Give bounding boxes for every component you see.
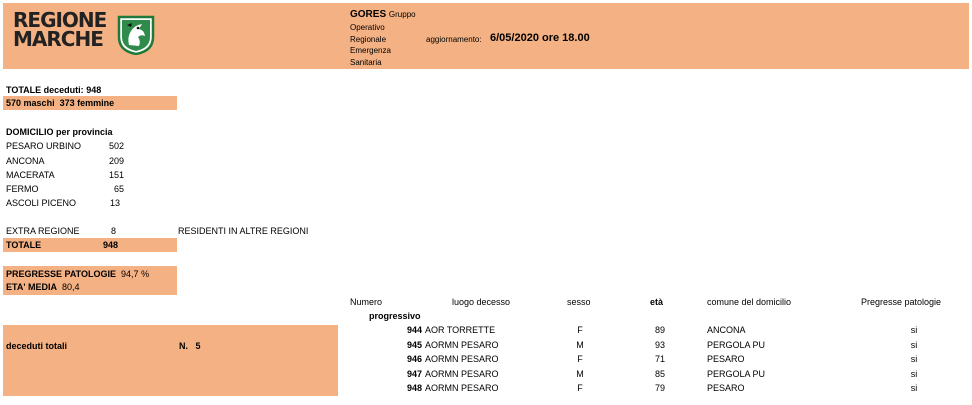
row-pathologies: si [910,369,918,379]
male-label: maschi [23,98,55,108]
row-place: AOR TORRETTE [425,325,496,335]
row-age: 93 [654,340,665,350]
daily-deaths-block [3,325,338,396]
row-place: AORMN PESARO [425,340,499,350]
domicile-total-label: TOTALE [6,240,42,250]
pathology-value: 94,7 % [121,269,150,279]
regione-marche-emblem-icon [117,15,155,55]
male-count: 570 [6,98,22,108]
extra-region-note: RESIDENTI IN ALTRE REGIONI [178,226,309,236]
update-value: 6/05/2020 ore 18.00 [490,32,590,44]
daily-deaths-n-label: N. [179,341,188,351]
row-age: 71 [654,354,665,364]
row-town: PERGOLA PU [707,340,766,350]
province-name: ASCOLI PICENO [6,198,77,208]
province-value: 502 [108,141,124,151]
row-sex: F [577,383,583,393]
province-name: PESARO URBINO [6,141,82,151]
regione-marche-logo [13,8,153,63]
extra-region-label: EXTRA REGIONE [6,226,80,236]
header-age: età [650,297,664,307]
row-age: 79 [654,383,665,393]
row-town: PESARO [707,383,745,393]
header-band [3,3,969,69]
gores-line-regionale: Regionale [350,35,387,44]
row-number: 948 [406,383,422,393]
gores-line-sanitaria: Sanitaria [350,58,382,67]
total-deaths-value: 948 [86,85,102,95]
daily-deaths-label: deceduti totali [6,341,68,351]
total-deaths-label: TOTALE deceduti: [6,85,84,95]
domicile-title: DOMICILIO per provincia [6,127,113,137]
row-town: PESARO [707,354,745,364]
row-age: 89 [654,325,665,335]
row-pathologies: si [910,325,918,335]
row-number: 946 [406,354,422,364]
average-age-label: ETA' MEDIA [6,282,57,292]
row-town: PERGOLA PU [707,369,766,379]
province-value: 65 [113,184,124,194]
row-pathologies: si [910,340,918,350]
row-sex: M [576,369,584,379]
pathology-label: PREGRESSE PATOLOGIE [6,269,117,279]
row-number: 945 [406,340,422,350]
gores-title-line [350,9,416,20]
total-deaths-line [6,85,101,95]
domicile-total-row [3,238,177,252]
row-sex: F [577,354,583,364]
header-progressive-2: progressivo [369,311,421,321]
update-label: aggiornamento: [426,35,482,44]
province-value: 13 [109,198,120,208]
stats-block [3,266,177,295]
gores-line-emergenza: Emergenza [350,46,391,55]
female-label: femmine [77,98,115,108]
province-value: 151 [108,170,124,180]
sex-breakdown [3,96,177,110]
row-number: 947 [406,369,422,379]
gores-word-gruppo: Gruppo [388,10,416,19]
row-place: AORMN PESARO [425,354,499,364]
province-name: FERMO [6,184,39,194]
row-pathologies: si [910,354,918,364]
extra-region-value: 8 [111,226,117,236]
province-name: ANCONA [6,156,45,166]
row-pathologies: si [910,383,918,393]
row-sex: M [576,340,584,350]
gores-line-operativo: Operativo [350,23,385,32]
row-place: AORMN PESARO [425,369,499,379]
province-value: 209 [108,156,124,166]
header-pathologies: Pregresse patologie [861,297,942,307]
female-count: 373 [59,98,75,108]
header-sex: sesso [567,297,591,307]
header-place: luogo decesso [452,297,511,307]
header-progressive: Numero [350,297,383,307]
daily-deaths-n-value: 5 [195,341,201,351]
average-age-value: 80,4 [62,282,80,292]
row-number: 944 [406,325,422,335]
row-town: ANCONA [707,325,746,335]
logo-line-2: MARCHE [13,27,103,51]
row-place: AORMN PESARO [425,383,499,393]
logo-line-1: REGIONE [13,8,107,32]
domicile-total-value: 948 [103,240,119,250]
gores-title: GORES [350,9,387,20]
header-town: comune del domicilio [707,297,792,307]
row-age: 85 [654,369,665,379]
province-name: MACERATA [6,170,55,180]
row-sex: F [577,325,583,335]
